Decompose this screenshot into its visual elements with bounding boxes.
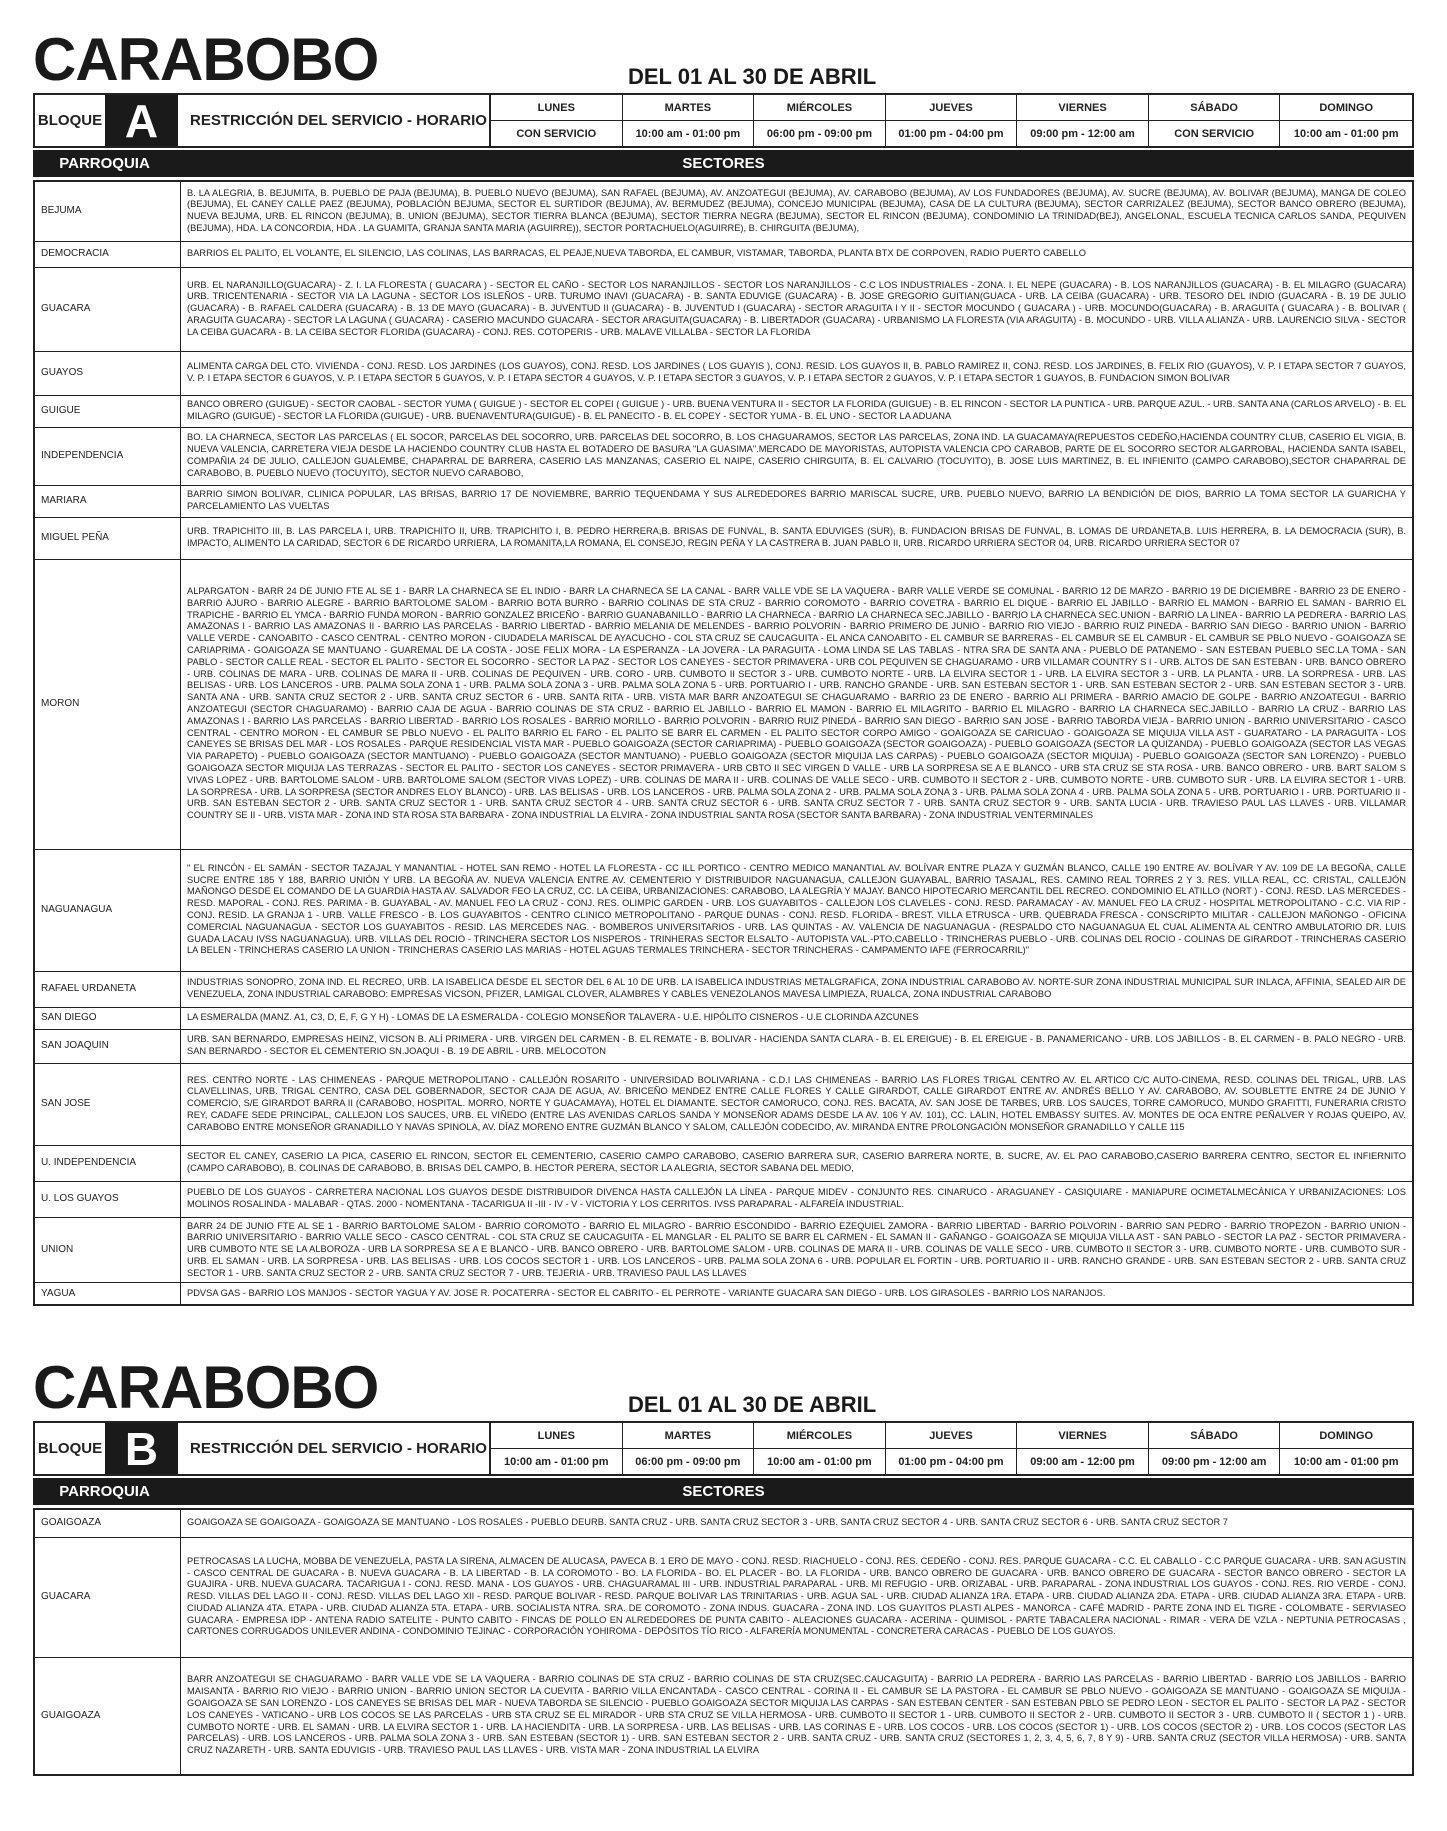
day-hours: 01:00 pm - 04:00 pm: [898, 127, 1004, 140]
parroquia-cell: NAGUANAGUA: [34, 849, 181, 971]
day-hours: 10:00 am - 01:00 pm: [1293, 1455, 1399, 1468]
parroquia-cell: SAN DIEGO: [34, 1007, 181, 1029]
day-column: [886, 1423, 1018, 1474]
day-name: SÁBADO: [1149, 95, 1280, 121]
day-column: [754, 1423, 886, 1474]
day-column: [1280, 1423, 1412, 1474]
parroquia-cell: INDEPENDENCIA: [34, 427, 181, 485]
table-row: [34, 1145, 1413, 1181]
sectors-table: [33, 180, 1414, 1306]
days-grid: [491, 95, 1412, 146]
day-name: VIERNES: [1017, 95, 1148, 121]
state-title: CARABOBO: [33, 26, 379, 93]
day-column: [1149, 95, 1281, 146]
sectores-cell: URB. SAN BERNARDO, EMPRESAS HEINZ, VICSON B. ALÍ PRIMERA - URB. VIRGEN DEL CARMEN - B. EL REMATE - B. BOLIVAR - HACIENDA SANTA CLARA - B. EL EREIGUE) - B. EL EREIGUE - B. PANAMERICANO - URB. LOS JABILLOS - B. EL CARMEN - B. PALO NEGRO - URB. SAN BERNARDO - SECTOR EL CEMENTERIO SN.JOAQUI - B. 19 DE ABRIL - URB. MELOCOTON: [181, 1029, 1414, 1063]
parroquia-cell: GOAIGOAZA: [34, 1509, 181, 1537]
sectores-cell: BARRIO SIMON BOLIVAR, CLINICA POPULAR, LAS BRISAS, BARRIO 17 DE NOVIEMBRE, BARRIO TEQUENDAMA Y SUS ALREDEDORES BARRIO MARISCAL SUCRE, URB. PUEBLO NUEVO, BARRIO LA BENDICIÓN DE DIOS, BARRIO LA TOMA SECTOR LA GUARICHA Y PARCELAMIENTO LAS VUELTAS: [181, 485, 1414, 517]
day-name: MIÉRCOLES: [754, 95, 885, 121]
day-hours: 09:00 am - 12:00 pm: [1030, 1455, 1135, 1468]
sectores-cell: URB. TRAPICHITO III, B. LAS PARCELA I, URB. TRAPICHITO II, URB. TRAPICHITO I, B. PEDRO HERRERA,B. BRISAS DE FUNVAL, B. SANTA EDUVIGES (SUR), B. FUNDACION BRISAS DE FUNVAL, B. LOMAS DE URDANETA,B. LUIS HERRERA, B. LA DEMOCRACIA (SUR), B. IMPACTO, ALIMENTO LA CARIDAD, SECTOR 6 DE RICARDO URRIERA, LA ROMANITA,LA ROMANA, EL CONSEJO, REGIN PEÑA Y LA CASTRERA B. JUAN PABLO II, URB. RICARDO URRIERA SECTOR 04, URB. RICARDO URRIERA SECTOR 07: [181, 517, 1414, 559]
sectores-cell: PDVSA GAS - BARRIO LOS MANJOS - SECTOR YAGUA Y AV. JOSE R. POCATERRA - SECTOR EL CABRITO - EL PERROTE - VARIANTE GUACARA SAN DIEGO - URB. LOS GIRASOLES - BARRIO LOS NARANJOS.: [181, 1283, 1414, 1305]
column-header-bar: [33, 150, 1414, 177]
table-row: [34, 241, 1413, 267]
sectores-cell: LA ESMERALDA (MANZ. A1, C3, D, E, F, G Y H) - LOMAS DE LA ESMERALDA - COLEGIO MONSEÑOR TALAVERA - U.E. HIPÓLITO CISNEROS - U.E CLORINDA AZCUNES: [181, 1007, 1414, 1029]
day-name: LUNES: [491, 1423, 622, 1449]
table-row: [34, 351, 1413, 395]
table-row: [34, 181, 1413, 241]
day-name: MIÉRCOLES: [754, 1423, 885, 1449]
day-hours: CON SERVICIO: [1174, 127, 1255, 140]
bloque-letter: A: [105, 95, 178, 146]
table-row: [34, 1063, 1413, 1145]
parroquia-cell: GUACARA: [34, 1537, 181, 1657]
schedule-header: [33, 93, 1414, 148]
table-row: [34, 267, 1413, 351]
day-name: SÁBADO: [1149, 1423, 1280, 1449]
parroquia-header: PARROQUIA: [59, 155, 150, 172]
table-row: [34, 1537, 1413, 1657]
parroquia-cell: U. LOS GUAYOS: [34, 1181, 181, 1217]
day-hours: 10:00 am - 01:00 pm: [1293, 127, 1399, 140]
table-row: [34, 1509, 1413, 1537]
restriction-label: RESTRICCIÓN DEL SERVICIO - HORARIO: [178, 95, 491, 146]
bloque-letter: B: [105, 1423, 178, 1474]
sectores-cell: BARR 24 DE JUNIO FTE AL SE 1 - BARRIO BARTOLOME SALOM - BARRIO COROMOTO - BARRIO EL MILAGRO - BARRIO ESCONDIDO - BARRIO EZEQUIEL ZAMORA - BARRIO LIBERTAD - BARRIO POLVORIN - BARRIO SAN PEDRO - BARRIO TROPEZON - BARRIO UNION - BARRIO UNIVERSITARIO - BARRIO VALLE SECO - CASCO CENTRAL - COL STA CRUZ SE CAUCAGUITA - EL MANGLAR - EL PALITO SE BARR EL CARMEN - EL SAMAN II - GAÑANGO - GOAIGOAZA SE MIQUIJA VILLA AST - SAN PABLO - SECTOR LA PAZ - SECTOR PRIMAVERA - URB CUMBOTO NTE SE LA ALBOROZA - URB LA SORPRESA SE A E BLANCO - URB. BANCO OBRERO - URB. BARTOLOME SALOM - URB. COLINAS DE MARA II - URB. COLINAS DE VALLE SECO - URB. CUMBOTO II SECTOR 3 - URB. CUMBOTO NORTE - URB. CUMBOTO SUR - URB. EL SAMAN - URB. LA SORPRESA - URB. LAS BELISAS - URB. LOS COCOS SECTOR 1 - URB. LOS LANCEROS - URB. PALMA SOLA ZONA 6 - URB. POPULAR EL FORTIN - URB. PORTUARIO II - URB. RANCHO GRANDE - URB. SAN ESTEBAN SECTOR 2 - URB. SANTA CRUZ SECTOR 1 - URB. SANTA CRUZ SECTOR 2 - URB. SANTA CRUZ SECTOR 7 - URB. TEJERIA - URB. TRAVIESO PAUL LAS LLAVES: [181, 1217, 1414, 1283]
schedule-header: [33, 1421, 1414, 1476]
parroquia-cell: SAN JOAQUIN: [34, 1029, 181, 1063]
day-column: [491, 95, 623, 146]
parroquia-cell: GUIGUE: [34, 395, 181, 427]
day-hours: 06:00 pm - 09:00 pm: [766, 127, 872, 140]
day-hours: 10:00 am - 01:00 pm: [767, 1455, 872, 1468]
day-name: DOMINGO: [1280, 1423, 1412, 1449]
day-hours: 09:00 pm - 12:00 am: [1161, 1455, 1267, 1468]
sectores-header: SECTORES: [682, 155, 765, 172]
date-range: DEL 01 AL 30 DE ABRIL: [628, 64, 877, 89]
table-row: [34, 1283, 1413, 1305]
sectors-table: [33, 1508, 1414, 1776]
days-grid: [491, 1423, 1412, 1474]
sectores-cell: ALPARGATON - BARR 24 DE JUNIO FTE AL SE 1 - BARR LA CHARNECA SE EL INDIO - BARR LA CHARNECA SE LA CANAL - BARR VALLE VDE SE LA VAQUERA - BARR VALLE VERDE SE COMUNAL - BARRIO 12 DE MARZO - BARRIO 19 DE DICIEMBRE - BARRIO 23 DE ENERO - BARRIO AJURO - BARRIO ALEGRE - BARRIO BARTOLOME SALOM - BARRIO BOTA BURRO - BARRIO COLINAS DE STA CRUZ - BARRIO COROMOTO - BARRIO COVETRA - BARRIO EL DIQUE - BARRIO EL JABILLO - BARRIO EL MAMON - BARRIO EL SAMAN - BARRIO EL TRAPICHE - BARRIO EL YMCA - BARRIO FUNDA MORON - BARRIO GONZALEZ BRICEÑO - BARRIO GUANABANILLO - BARRIO LA CHARNECA - BARRIO LA CHARNECA SEC.JABILLO - BARRIO LA CHARNECA SEC.UNION - BARRIO LA LINEA - BARRIO LA PEDRERA - BARRIO LAS AMAZONAS I - BARRIO LAS AMAZONAS II - BARRIO LAS PARCELAS - BARRIO LIBERTAD - BARRIO MELANIA DE MELENDES - BARRIO POLVORIN - BARRIO PRIMERO DE JUNIO - BARRIO RIO VIEJO - BARRIO RUIZ PINEDA - BARRIO SAN DIEGO - BARRIO UNION - BARRIO VALLE VERDE - CANOABITO - CASCO CENTRAL - CENTRO MORON - CIUDADELA MARISCAL DE AYACUCHO - COL STA CRUZ SE CAUCAGUITA - EL ANCA CANOABITO - EL CAMBUR SE BARRERAS - EL CAMBUR SE EL CAMBUR - EL CAMBUR SE PBLO NUEVO - GOAIGOAZA SE CARIAPRIMA - GOAIGOAZA SE MANTUANO - GUAREMAL DE LA COSTA - JOSE FELIX MORA - LA ESPERANZA - LA JOVERA - LA PARAGUITA - LOMA LINDA SE LAS TABLAS - NTRA SRA DE SANTA ANA - PUEBLO DE PATANEMO - SAN ESTEBAN PUEBLO SEC.LA TOMA - SAN PABLO - SECTOR CALLE REAL - SECTOR EL PALITO - SECTOR EL SOCORRO - SECTOR LA PAZ - SECTOR LOS CANEYES - SECTOR PRIMAVERA - URB COL PEQUIVEN SE CHAGUARAMO - URB VILLAMAR COUNTRY S I - URB. ALTOS DE SAN ESTEBAN - URB. BANCO OBRERO - URB. COLINAS DE MARA - URB. COLINAS DE MARA II - URB. COLINAS DE PEQUIVEN - URB. CORO - URB. CUMBOTO II SECTOR 3 - URB. CUMBOTO NORTE - URB. LA ELVIRA SECTOR 1 - URB. LA ELVIRA SECTOR 3 - URB. LA PLANTA - URB. LA SORPRESA - URB. LAS BELISAS - URB. LOS LANCEROS - URB. PALMA SOLA ZONA 1 - URB. PALMA SOLA ZONA 3 - URB. PALMA SOLA ZONA 5 - URB. PORTUARIO I - URB. RANCHO GRANDE - URB. SAN ESTEBAN SECTOR 1 - URB. SAN ESTEBAN SECTOR 2 - URB. SAN ESTEBAN SECTOR 3 - URB. SANTA ANA - URB. SANTA CRUZ SECTOR 2 - URB. SANTA CRUZ SECTOR 6 - URB. SANTA RITA - URB. VISTA MAR BARR ANZOATEGUI SE CHAGUARAMO - BARRIO 23 DE ENERO - BARRIO ALI PRIMERA - BARRIO AMACIO DE GOLPE - BARRIO ANZOATEGUI - BARRIO ANZOATEGUI (SECTOR CHAGUARAMO) - BARRIO CAJA DE AGUA - BARRIO COLINAS DE STA CRUZ - BARRIO EL JABILLO - BARRIO EL MAMON - BARRIO EL MILAGRITO - BARRIO EL MILAGRO - BARRIO LA CHARNECA SEC.JABILLO - BARRIO LA CRUZ - BARRIO LAS AMAZONAS I - BARRIO LAS PARCELAS - BARRIO LIBERTAD - BARRIO LOS ROSALES - BARRIO MORILLO - BARRIO POLVORIN - BARRIO RUIZ PINEDA - BARRIO SAN DIEGO - BARRIO SAN JOSE - BARRIO TABORDA VIEJA - BARRIO UNION - BARRIO UNIVERSITARIO - CASCO CENTRAL - CENTRO MORON - EL CAMBUR SE PBLO NUEVO - EL PALITO BARRIO EL FARO - EL PALITO SE BARR EL CARMEN - EL PALITO SECTOR CORPO AMIGO - GOAIGOAZA SE CARICUAO - GOAIGOAZA SE MIQUIJA VILLA AST - GUARATARO - LA PARAGUITA - LOS CANEYES SE BRISAS DEL MAR - LOS ROSALES - PARQUE RESIDENCIAL VISTA MAR - PUEBLO GOAIGOAZA (SECTOR CARIAPRIMA) - PUEBLO GOAIGOAZA (SECTOR GOAIGOAZA) - PUEBLO GOAIGOAZA (SECTOR LA QUIZANDA) - PUEBLO GOAIGOAZA (SECTOR LAS VEGAS VIA PARAPETO) - PUEBLO GOAIGOAZA (SECTOR MANTUANO) - PUEBLO GOAIGOAZA (SECTOR MANTUANO) - PUEBLO GOAIGOAZA (SECTOR MIQUIJA LAS CARPAS) - PUEBLO GOAIGOAZA (SECTOR MIQUIJA) - PUEBLO GOAIGOAZA (SECTOR SAN LORENZO) - PUEBLO GOAIGOAZA SECTOR MIQUIJA LAS TERRAZAS - SECTOR EL PALITO - SECTOR LOS CANEYES - SECTOR PRIMAVERA - URB CBTO II SEC VIRGEN D VALLE - URB LA SORPRESA SE A E BLANCO - URB STA CRUZ SE STA ROSA - URB. BANCO OBRERO - URB. BART SALOM S VIVAS LOPEZ - URB. BARTOLOME SALOM - URB. BARTOLOME SALOM (SECTOR VIVAS LOPEZ) - URB. COLINAS DE MARA II - URB. COLINAS DE VALLE SECO - URB. CUMBOTO II SECTOR 2 - URB. CUMBOTO NORTE - URB. CUMBOTO SUR - URB. LA ELVIRA SECTOR 1 - URB. LA SORPRESA - URB. LA SORPRESA (SECTOR ANDRES ELOY BLANCO) - URB. LAS BELISAS - URB. LOS LANCEROS - URB. PALMA SOLA ZONA 2 - URB. PALMA SOLA ZONA 3 - URB. PALMA SOLA ZONA 4 - URB. PALMA SOLA ZONA 5 - URB. PORTUARIO I - URB. PORTUARIO II - URB. SAN ESTEBAN SECTOR 2 - URB. SANTA CRUZ SECTOR 1 - URB. SANTA CRUZ SECTOR 4 - URB. SANTA CRUZ SECTOR 6 - URB. SANTA CRUZ SECTOR 7 - URB. SANTA CRUZ SECTOR 9 - URB. SANTA LUCIA - URB. TRAVIESO PAUL LAS LLAVES - URB. VILLAMAR COUNTRY SE II - URB. VISTA MAR - ZONA IND STA ROSA STA BARBARA - ZONA INDUSTRIAL LA ELVIRA - ZONA INDUSTRIAL SANTA ROSA (SECTOR SANTA BARBARA) - ZONA INDUSTRIAL VENTERMINALES: [181, 559, 1414, 849]
table-row: [34, 1029, 1413, 1063]
parroquia-cell: SAN JOSE: [34, 1063, 181, 1145]
date-range: DEL 01 AL 30 DE ABRIL: [628, 1392, 877, 1417]
table-row: [34, 1007, 1413, 1029]
parroquia-cell: BEJUMA: [34, 181, 181, 241]
day-column: [491, 1423, 623, 1474]
sectores-header: SECTORES: [682, 1483, 765, 1500]
sectores-cell: ALIMENTA CARGA DEL CTO. VIVIENDA - CONJ. RESD. LOS JARDINES (LOS GUAYOS), CONJ. RESD. LOS JARDINES ( LOS GUAYIS ), CONJ. RESID. LOS GUAYOS II, B. PABLO RAMIREZ II, CONJ. RESD. LOS JARDINES, B. FELIX RIO (GUAYOS), V. P. I ETAPA SECTOR 7 GUAYOS, V. P. I ETAPA SECTOR 6 GUAYOS, V. P. I ETAPA SECTOR 5 GUAYOS, V. P. I ETAPA SECTOR 4 GUAYOS, V. P. I ETAPA SECTOR 3 GUAYOS, V. P. I ETAPA SECTOR 2 GUAYOS, V. P. I ETAPA SECTOR 1 GUAYOS, B. FUNDACION SIMON BOLIVAR: [181, 351, 1414, 395]
day-column: [623, 95, 755, 146]
sectores-cell: PETROCASAS LA LUCHA, MOBBA DE VENEZUELA, PASTA LA SIRENA, ALMACEN DE ALUCASA, PAVECA B. 1 ERO DE MAYO - CONJ. RESD. RIACHUELO - CONJ. RES. CEDEÑO - CONJ. RES. PARQUE GUACARA - C.C. EL CABALLO - C.C PARQUE GUACARA - URB. SAN AGUSTIN - CASCO CENTRAL DE GUACARA - B. NUEVA GUACARA - B. LA LIBERTAD - B. LA COROMOTO - BO. LA FLORIDA - BO. EL PLACER - BO. LA FLORIDA - URB. BANCO OBRERO DE GUACARA - URB. BANCO OBRERO DE GUACARA - SECTOR BANCO OBRERO - SECTOR LA GUAJIRA - URB. NUEVA GUACARA. TACARIGUA I - CONJ. RESD. MANA - LOS GUAYOS - URB. CHAGUARAMAL III - URB. INDUSTRIAL PARAPARAL - URB. MI REFUGIO - URB. ORIZABAL - URB. PARAPARAL - ZONA INDUSTRIAL LOS GUAYOS - CONJ. RES. RIO VERDE - CONJ. RESD. VILLAS DEL LAGO II - CONJ. RESD. VILLAS DEL LAGO XII - RESD. PARQUE BOLIVAR - RESD. PARQUE BOLIVAR LAS TRINITARIAS - URB. AGUA SAL - URB. CIUDAD ALIANZA 1RA. ETAPA - URB. CIUDAD ALIANZA 2DA. ETAPA - URB. CIUDAD ALIANZA 3RA. ETAPA - URB. CIUDAD ALIANZA 4TA. ETAPA - URB. CIUDAD ALIANZA 5TA. ETAPA - URB. SOCIALISTA NTRA. SRA. DE COROMOTO - ZONA INDUS. GUACARA - ZONA IND. LOS GUAYITOS PLASTI ALPES - MANORCA - CAFÉ MADRID - PARTE ZONA IND EL TIGRE - COLOMBATE - SERVIASEO GUACARA - EMPRESA IDP - ANTENA RADIO SATELITE - PUNTO CABITO - FINCAS DE POLLO EN ALREDEDORES DE PUNTA CABITO - ALEACIONES GUACARA - ACERINA - QUIMISOL - PARTE TABACALERA NACIONAL - RIMAR - VERA DE VZLA - NEPTUNIA PETROCASAS , CARTONES CORRUGADOS UNILEVER ANDINA - CONDOMINIO TEJINAC - CORPORACIÓN YOHIROMA - DEPÓSITOS TÍO RICO - ALFARERÍA MONUMENTAL - CONCRETERA CARACAS - PUEBLO DE LOS GUAYOS.: [181, 1537, 1414, 1657]
sectores-cell: B. LA ALEGRIA, B. BEJUMITA, B. PUEBLO DE PAJA (BEJUMA), B. PUEBLO NUEVO (BEJUMA), SAN RAFAEL (BEJUMA), AV. ANZOATEGUI (BEJUMA), AV. CARABOBO (BEJUMA), AV LOS FUNDADORES (BEJUMA), AV. SUCRE (BEJUMA), AV. BOLIVAR (BEJUMA), MANGA DE COLEO (BEJUMA), EL CANEY CALLE PAEZ (BEJUMA), POBLACIÓN BEJUMA, SECTOR EL SURTIDOR (BEJUMA), AV. BERMUDEZ (BEJUMA), CONCEJO MUNICIPAL (BEJUMA), CASA DE LA CULTURA (BEJUMA), SECTOR CARRIZALEZ (BEJUMA), SECTOR BANCO OBRERO (BEJUMA), NUEVA BEJUMA, URB. EL RINCON (BEJUMA), B. UNION (BEJUMA), SECTOR TIERRA BLANCA (BEJUMA), SECTOR TIERRA NEGRA (BEJUMA), SECTOR EL RINCON (BEJUMA), CONDOMINIO LA TRINIDAD(BEJ), ANGELONAL, ESCUELA TECNICA CARLOS SANDA, PEQUIVEN (BEJUMA), HDA. LA CONCORDIA, HDA . LA GUAMITA, GRANJA SANTA MARIA (AGUIRRE)), SECTOR PORTACHUELO(AGUIRRE), B. CHIRGUITA (BEJUMA),: [181, 181, 1414, 241]
day-column: [1017, 1423, 1149, 1474]
day-name: MARTES: [623, 1423, 754, 1449]
day-column: [623, 1423, 755, 1474]
day-name: JUEVES: [886, 1423, 1017, 1449]
parroquia-header: PARROQUIA: [59, 1483, 150, 1500]
table-row: [34, 427, 1413, 485]
table-row: [34, 559, 1413, 849]
day-column: [1280, 95, 1412, 146]
restriction-label: RESTRICCIÓN DEL SERVICIO - HORARIO: [178, 1423, 491, 1474]
day-column: [754, 95, 886, 146]
bloque-label: BLOQUE: [37, 1440, 103, 1457]
day-hours: 06:00 pm - 09:00 pm: [635, 1455, 741, 1468]
parroquia-cell: RAFAEL URDANETA: [34, 971, 181, 1007]
table-row: [34, 1181, 1413, 1217]
table-row: [34, 971, 1413, 1007]
sectores-cell: BARR ANZOATEGUI SE CHAGUARAMO - BARR VALLE VDE SE LA VAQUERA - BARRIO COLINAS DE STA CRUZ - BARRIO COLINAS DE STA CRUZ(SEC.CAUCAGUITA) - BARRIO LA PEDRERA - BARRIO LAS PARCELAS - BARRIO LIBERTAD - BARRIO LOS JABILLOS - BARRIO MAISANTA - BARRIO RIO VIEJO - BARRIO UNION - BARRIO UNION SECTOR LA CUEVITA - BARRIO VILLA ENCANTADA - CASCO CENTRAL - CORINA II - EL CAMBUR SE LA PASTORA - EL CAMBUR SE PBLO NUEVO - GOAIGOAZA SE MANTUANO - GOAIGOAZA SE MIQUIJA - GOAIGOAZA SE SAN LORENZO - LOS CANEYES SE BRISAS DEL MAR - NUEVA TABORDA SE SILENCIO - PUEBLO GOAIGOAZA SECTOR MIQUIJA LAS CARPAS - SAN ESTEBAN CENTER - SAN ESTEBAN PBLO SE PEDRO LEON - SECTOR EL PALITO - SECTOR LA PAZ - SECTOR LOS CANEYES - VATICANO - URB LOS COCOS SE LAS PARCELAS - URB STA CRUZ SE EL MIRADOR - URB STA CRUZ SE VILLA HERMOSA - URB. CUMBOTO II SECTOR 1 - URB. CUMBOTO II SECTOR 2 - URB. CUMBOTO II SECTOR 3 - URB. CUMBOTO II ( SECTOR 1 ) - URB. CUMBOTO NORTE - URB. EL SAMAN - URB. LA ELVIRA SECTOR 1 - URB. LA HACIENDITA - URB. LA SORPRESA - URB. LAS BELISAS - URB. LAS CORINAS E - URB. LOS COCOS - URB. LOS COCOS (SECTOR 1) - URB. LOS COCOS (SECTOR 2) - URB. LOS COCOS (SECTOR LAS PARCELAS) - URB. LOS LANCEROS - URB. PALMA SOLA ZONA 3 - URB. SAN ESTEBAN (SECTOR 1) - URB. SAN ESTEBAN SECTOR 2 - URB. SANTA CRUZ - URB. SANTA CRUZ (SECTORES 1, 2, 3, 4, 5, 6, 7, 8 Y 9) - URB. SANTA CRUZ (SECTOR VILLA HERMOSA) - URB. SANTA CRUZ NAZARETH - URB. SANTA EDUVIGIS - URB. TRAVIESO PAUL LAS LLAVES - URB. VISTA MAR - ZONA INDUSTRIAL LA ELVIRA: [181, 1657, 1414, 1775]
parroquia-cell: GUACARA: [34, 267, 181, 351]
day-hours: CON SERVICIO: [516, 127, 597, 140]
table-row: [34, 1657, 1413, 1775]
parroquia-cell: GUAYOS: [34, 351, 181, 395]
table-row: [34, 1217, 1413, 1283]
day-hours: 09:00 pm - 12:00 am: [1030, 127, 1135, 140]
state-title: CARABOBO: [33, 1354, 379, 1421]
sectores-cell: RES. CENTRO NORTE - LAS CHIMENEAS - PARQUE METROPOLITANO - CALLEJÓN ROSARITO - UNIVERSIDAD BOLIVARIANA - C.D.I LAS CHIMENEAS - BARRIO LAS FLORES TRIGAL CENTRO AV. EL ARTICO C/C AUTO-CINEMA, RESD. COLINAS DEL TRIGAL, URB. LAS CLAVELLINAS, URB. TRIGAL CENTRO, CASA DEL GOBERNADOR, SECTOR CAJA DE AGUA, AV. BRICEÑO MENDEZ ENTRE CALLE FLORES Y CALLE GIRARDOT, CALLE GIRARDOT ENTRE AV. ANDRÉS BELLO Y AV. CARABOBO, AV. SOUBLETTE ENTRE 24 DE JUNIO Y COMERCIO, S/E GIRARDOT BARRA II (CARABOBO, HOSPITAL. MORRO, NORTE Y GUACAMAYA), HOTEL EL DIAMANTE. SECTOR CAMORUCO, CONJ. RES. BACATA, AV. SAN JOSE DE TARBES, URB. LOS SAUCES, TORRE CAMORUCO, MUNDO GRAFITTI, FUNERARIA CRISTO REY, CADAFE SEDE PRINCIPAL, CALLEJON LOS SAUCES, URB. EL VIÑEDO (ENTRE LAS AVENIDAS CARLOS SANDA Y MONSEÑOR ADAMS DESDE LA AV. 106 Y AV. 101), CC. LALIN, HOTEL EMBASSY SUITES. AV. MONTES DE OCA ENTRE PEÑALVER Y ROJAS QUEIPO, AV. CARABOBO ENTRE MONSEÑOR GRANADILLO Y NAVAS SPINOLA, AV. DÍAZ MORENO ENTRE GUZMÁN BLANCO Y SALOM, CALLEJÓN CODECIDO, AV. MIRANDA ENTRE PROLONGACIÓN MONSEÑOR GRANADILLO Y CALLE 115: [181, 1063, 1414, 1145]
sectores-cell: URB. EL NARANJILLO(GUACARA) - Z. I. LA FLORESTA ( GUACARA ) - SECTOR EL CAÑO - SECTOR LOS NARANJILLOS - SECTOR LOS NARANJILLOS - C.C LOS INDUSTRIALES - ZONA. I. EL NEPE (GUACARA) - B. LOS NARANJILLOS (GUACARA) - B. EL MILAGRO (GUACARA) URB. TRICENTENARIA - SECTOR VIA LA LAGUNA - SECTOR LOS ISLEÑOS - URB. TURUMO INAVI (GUACARA) - B. SANTA EDUVIGE (GUACARA) - B. JOSE GREGORIO GUITIAN(GUACA - URB. LA CEIBA (GUACARA) - URB. TESORO DEL INDIO (GUACARA - B. 19 DE JULIO (GUACARA) - B. RAFAEL CALDERA (GUACARA) - B. 13 DE MAYO (GUACARA) - B. JUVENTUD II (GUACARA) - B. JUVENTUD I (GUACARA) - SECTOR ARAGUITA I Y II - SECTOR MOCUNDO ( GUACARA ) - URB. MOCUNDO(GUACARA) - B. ARAGUITA ( GUACARA ) - B. BOLIVAR ( ARAGUITA GUACARA) - SECTOR LA LAGUNA ( GUACARA) - CASERIO MACUNDO GUACARA - SECTOR ARAGUITA(GUACARA) - B. LIBERTADOR (GUACARA) - URBANISMO LA FLORESTA (VIA ARAGUITA) - B. MOCUNDO - URB. VILLA ALIANZA - URB. LAURENCIO SILVA - SECTOR LA CEIBA GUACARA - B. LA CEIBA SECTOR FLORIDA (GUACARA) - CONJ. RES. COTOPERIS - URB. MALAVE VILLALBA - SECTOR LA FLORIDA: [181, 267, 1414, 351]
parroquia-cell: MORON: [34, 559, 181, 849]
parroquia-cell: U. INDEPENDENCIA: [34, 1145, 181, 1181]
sectores-cell: PUEBLO DE LOS GUAYOS - CARRETERA NACIONAL LOS GUAYOS DESDE DISTRIBUIDOR DIVENCA HASTA CALLEJÓN LA LÍNEA - PARQUE MIDEV - CONJUNTO RES. CINARUCO - ARAGUANEY - CASIQUIARE - MANIAPURE OCIMETALMECÁNICA Y URBANIZACIONES: LOS MOLINOS ROSALINDA - MALABAR - QTAS. 2000 - NOMENTANA - TACARIGUA II -III - IV - V - VICTORIA Y LOS CERRITOS. IVSS PARAPARAL - ALFAREÍA INDUSTRIAL.: [181, 1181, 1414, 1217]
parroquia-cell: UNION: [34, 1217, 181, 1283]
sectores-cell: BANCO OBRERO (GUIGUE) - SECTOR CAOBAL - SECTOR YUMA ( GUIGUE ) - SECTOR EL COPEI ( GUIGUE ) - URB. BUENA VENTURA II - SECTOR LA FLORIDA (GUIGUE) - B. EL RINCON - SECTOR LA PUNTICA - URB. PARQUE AZUL. - URB. SANTA ANA (CARLOS ARVELO) - B. EL MILAGRO (GUIGUE) - SECTOR LA FLORIDA (GUIGUE) - URB. BUENAVENTURA(GUIGUE) - B. EL PANECITO - B. EL COPEY - SECTOR YUMA - B. EL UNO - SECTOR LA ADUANA: [181, 395, 1414, 427]
parroquia-cell: MIGUEL PEÑA: [34, 517, 181, 559]
day-column: [886, 95, 1018, 146]
table-row: [34, 849, 1413, 971]
parroquia-cell: DEMOCRACIA: [34, 241, 181, 267]
column-header-bar: [33, 1478, 1414, 1505]
day-name: MARTES: [623, 95, 754, 121]
day-name: DOMINGO: [1280, 95, 1412, 121]
bloque-label: BLOQUE: [37, 112, 103, 129]
parroquia-cell: MARIARA: [34, 485, 181, 517]
day-hours: 10:00 am - 01:00 pm: [504, 1455, 609, 1468]
day-column: [1017, 95, 1149, 146]
day-name: JUEVES: [886, 95, 1017, 121]
sectores-cell: SECTOR EL CANEY, CASERIO LA PICA, CASERIO EL RINCON, SECTOR EL CEMENTERIO, CASERIO CAMPO CARABOBO, CASERIO BARRERA SUR, CASERIO BARRERA NORTE, B. SUCRE, AV. EL PAO CARABOBO,CASERIO BARRERA CENTRO, SECTOR EL INFIERNITO (CAMPO CARABOBO), B. COLINAS DE CARABOBO, B. BRISAS DEL CAMPO, B. HECTOR PERERA, SECTOR LA ALEGRIA, SECTOR SABANA DEL MEDIO,: [181, 1145, 1414, 1181]
parroquia-cell: YAGUA: [34, 1283, 181, 1305]
day-name: VIERNES: [1017, 1423, 1148, 1449]
sectores-cell: BARRIOS EL PALITO, EL VOLANTE, EL SILENCIO, LAS COLINAS, LAS BARRACAS, EL PEAJE,NUEVA TABORDA, EL CAMBUR, VISTAMAR, TABORDA, PLANTA BTX DE CORPOVEN, RADIO PUERTO CABELLO: [181, 241, 1414, 267]
parroquia-cell: GUAIGOAZA: [34, 1657, 181, 1775]
sectores-cell: INDUSTRIAS SONOPRO, ZONA IND. EL RECREO, URB. LA ISABELICA DESDE EL SECTOR DEL 6 AL 10 DE URB. LA ISABELICA INDUSTRIAS METALGRAFICA, ZONA INDUSTRIAL CARABOBO AV. NORTE-SUR ZONA INDUSTRIAL MUNICIPAL SUR INLACA, AFFINIA, SEALED AIR DE VENEZUELA, ZONA INDUSTRIAL CARABOBO: EMPRESAS VICSON, PFIZER, LAMIGAL CLOVER, ALAMBRES Y CABLES VENEZOLANOS MAVESA LIMPIEZA, RUALCA, ZONA INDUSTRIAL CARABOBO: [181, 971, 1414, 1007]
table-row: [34, 395, 1413, 427]
day-name: LUNES: [491, 95, 622, 121]
day-column: [1149, 1423, 1281, 1474]
day-hours: 01:00 pm - 04:00 pm: [898, 1455, 1004, 1468]
sectores-cell: BO. LA CHARNECA, SECTOR LAS PARCELAS ( EL SOCOR, PARCELAS DEL SOCORRO, URB. PARCELAS DEL SOCORRO, B. LOS CHAGUARAMOS, SECTOR LAS PARCELAS, ZONA IND. LA GUACAMAYA(REPUESTOS CEDEÑO,HACIENDA COUNTRY CLUB, CASERIO EL VIGIA, B. NUEVA VALENCIA, CARRETERA VIEJA DESDE LA HACIENDO COUNTRY CLUB HASTA EL BOTADERO DE BASURA "LA GUASIMA".MERCADO DE MAYORISTAS, AUTOPISTA VALENCIA CPO CARABOB, PARTE DE EL SOCORRO SECTOR ALGARROBAL, HACIENDA SANTA ISABEL, COMPAÑIA 24 DE JULIO, CALLEJON GUALEMBE, CHAPARRAL DE BARRERA, CASERIO LAS MANZANAS, CASERIO EL NAIPE, CASERIO CHIRGUITA, B. EL CALVARIO (TOCUYITO), B. JOSE LUIS MARTINEZ, B. EL INFIENITO (CAMPO CARABOBO),SECTOR CHAPARRAL DE CARABOBO, B. PUEBLO NUEVO (TOCUYITO), SECTOR NUEVO CARABOBO,: [181, 427, 1414, 485]
sectores-cell: GOAIGOAZA SE GOAIGOAZA - GOAIGOAZA SE MANTUANO - LOS ROSALES - PUEBLO DEURB. SANTA CRUZ - URB. SANTA CRUZ SECTOR 3 - URB. SANTA CRUZ SECTOR 4 - URB. SANTA CRUZ SECTOR 6 - URB. SANTA CRUZ SECTOR 7: [181, 1509, 1414, 1537]
sectores-cell: " EL RINCÓN - EL SAMÁN - SECTOR TAZAJAL Y MANANTIAL - HOTEL SAN REMO - HOTEL LA FLORESTA - CC ILL PORTICO - CENTRO MEDICO MANANTIAL AV. BOLÍVAR ENTRE PLAZA Y GUZMÁN BLANCO, CALLE 190 ENTRE AV. BOLÍVAR Y AV. 109 DE LA BEGOÑA, CALLE SUCRE ENTRE 185 Y 188, BARRIO UNIÓN Y URB. LA BEGOÑA AV. NUEVA VALENCIA ENTRE AV. CEMENTERIO Y DISTRIBUIDOR NAGUANAGUA, CALLEJON GUAYABAL, BARRIO TASAJAL, RES. CAMINO REAL TORRES 2 Y 3. RES. VILLA REAL, CC. CRISTAL, CALLEJÓN MAÑONGO DESDE EL COMANDO DE LA GUARDIA HASTA AV. SALVADOR FEO LA CRUZ, CC. LA CEIBA, URBANIZACIONES: CARABOBO, LA ALEGRÍA Y MAJAY. BANCO HIPOTECARIO MERCANTIL DEL RECREO. CONDOMINIO EL ATILLO (NORT ) - CONJ. RESD. LAS MERCEDES - RESD. MAPORAL - CONJ. RES. PARIMA - B. GUAYABAL - AV. MANUEL FEO LA CRUZ - CONJ. RES. OLIMPIC GARDEN - URB. LOS GUAYABITOS - CALLEJON LOS CLAVELES - CONJ. RESD. PARAMACAY - AV. MANUEL FEO LA CRUZ - HOSPITAL METROPOLITANO - C.C. VIA RIP - CONJ. RESID. LA GRANJA 1 - URB. VALLE FRESCO - B. LOS GUAYABITOS - CENTRO CLINICO METROPOLITANO - PARQUE DUNAS - CONJ. RESD. FLORIDA - BREST. VILLA ETRUSCA - URB. QUEBRADA FRESCA - CONSCRIPTO MILITAR - CALLEJON MAÑONGO - OFICINA COMERCIAL NAGUANAGUA - SECTOR LOS GUAYABITOS - RESID. LAS MERCEDES NAG. - BOMBEROS UNIVERSITARIOS - URB. LAS QUINTAS - AV. VALENCIA DE NAGUANAGUA - (RESPALDO CTO NAGUANAGUA EL CUAL ALIMENTA AL CENTRO AMBULATORIO DR. LUIS GUADA LACAU IVSS NAGUANAGUA). URB. VILLAS DEL ROCIO - TRINCHERA SECTOR LOS NISPEROS - TRINHERAS SECTOR ELSALTO - AUTOPISTA VAL.-PTO.CABELLO - TRINCHERAS PUEBLO - URB. COLINAS DEL ROCIO - COLINAS DE GIRARDOT - TRINCHERAS CASERIO LA BELEN - TRINCHERAS CASERIO LA UNION - TRINCHERAS CASERIO LAS MARIAS - HOTEL AGUAS TERMALES TRINCHERA - SECTOR TRINCHERAS - CAMPAMENTO IAFE (FERROCARRIL)": [181, 849, 1414, 971]
table-row: [34, 517, 1413, 559]
table-row: [34, 485, 1413, 517]
day-hours: 10:00 am - 01:00 pm: [635, 127, 741, 140]
